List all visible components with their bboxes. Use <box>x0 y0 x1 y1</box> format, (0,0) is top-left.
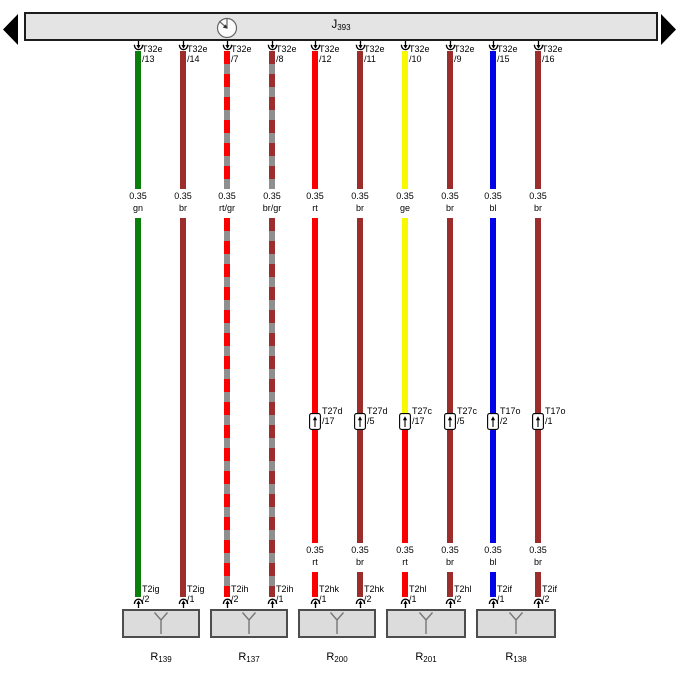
wire-gauge-label-lower-name: 0.35 <box>441 545 459 555</box>
top-pin-label-name: T32e <box>319 44 340 54</box>
wire-gauge-label-pin: rt/gr <box>218 202 235 213</box>
component-ref: R <box>415 651 424 663</box>
wire-gauge-label-pin: br/gr <box>262 202 282 213</box>
component-ref-sub: 138 <box>513 655 527 664</box>
wire-gauge-label-name: 0.35 <box>306 191 324 201</box>
top-pin-label-name: T32e <box>364 44 385 54</box>
inline-connector-label-name: T27c <box>457 406 478 416</box>
top-pin-label-pin: /15 <box>497 54 510 64</box>
wire-gauge-label-pin: ge <box>399 202 410 213</box>
wire-gauge-label-name: 0.35 <box>484 191 502 201</box>
inline-connector-label-name: T27c <box>412 406 433 416</box>
wire-gauge-label-lower-pin: rt <box>402 556 408 567</box>
wire-gauge-label-pin: bl <box>489 202 497 213</box>
top-pin-label-name: T32e <box>276 44 297 54</box>
top-pin-label-name: T32e <box>497 44 518 54</box>
bottom-pin-label-name: T2ig <box>142 584 160 594</box>
top-pin-label-pin: /12 <box>319 54 332 64</box>
wire-gauge-label-lower-name: 0.35 <box>484 545 502 555</box>
top-pin-label-pin: /11 <box>364 54 376 64</box>
wire-gauge-label-lower-name: 0.35 <box>396 545 414 555</box>
antenna-icon <box>150 611 172 635</box>
bottom-pin-label-pin: /2 <box>142 594 150 604</box>
wire-gauge-label-pin: br <box>355 202 364 213</box>
wire-gauge-label-name: 0.35 <box>218 191 236 201</box>
wire-gauge-label-pin: br <box>178 202 187 213</box>
top-pin-label-pin: /16 <box>542 54 555 64</box>
component-ref-sub: 200 <box>334 655 348 664</box>
component-label <box>486 651 546 664</box>
bottom-pin-label-pin: /2 <box>231 594 239 604</box>
antenna-icon <box>505 611 527 635</box>
bottom-pin-label-name: T2hk <box>319 584 340 594</box>
top-pin-label-pin: /9 <box>454 54 462 64</box>
antenna-icon <box>415 611 437 635</box>
bottom-pin-label-name: T2ih <box>276 584 294 594</box>
wire-gauge-label-pin: br <box>533 202 542 213</box>
bottom-pin-label-pin: /1 <box>187 594 195 604</box>
inline-connector-label-name: T27d <box>367 406 388 416</box>
bus-ref: J <box>331 19 338 31</box>
bottom-pin-label-name: T2if <box>542 584 558 594</box>
wire-gauge-label-lower-pin: bl <box>489 556 497 567</box>
inline-connector-label-pin: /17 <box>322 416 335 426</box>
wire-gauge-label-lower-pin: br <box>533 556 542 567</box>
antenna-icon <box>238 611 260 635</box>
component-label <box>131 651 191 664</box>
inline-connector-label-pin: /17 <box>412 416 425 426</box>
wire-gauge-label-name: 0.35 <box>396 191 414 201</box>
bottom-pin-label-pin: /1 <box>276 594 284 604</box>
wire-gauge-label-name: 0.35 <box>351 191 369 201</box>
inline-connector-label-pin: /1 <box>545 416 553 426</box>
top-pin-label-name: T32e <box>142 44 163 54</box>
inline-connector-label-pin: /5 <box>457 416 465 426</box>
inline-connector-label-name: T17o <box>500 406 521 416</box>
wire-gauge-label-name: 0.35 <box>441 191 459 201</box>
wire-gauge-label-name: 0.35 <box>129 191 147 201</box>
top-pin-label-name: T32e <box>231 44 252 54</box>
bottom-pin-label-name: T2hl <box>409 584 427 594</box>
wire-gauge-label-name: 0.35 <box>263 191 281 201</box>
bottom-pin-label-name: T2hl <box>454 584 472 594</box>
bottom-pin-label-name: T2ih <box>231 584 249 594</box>
bus-ref-sub: 393 <box>337 23 351 32</box>
antenna-icon <box>326 611 348 635</box>
top-pin-label-pin: /13 <box>142 54 155 64</box>
component-label <box>307 651 367 664</box>
wire-gauge-label-lower-pin: br <box>445 556 454 567</box>
wire-gauge-label-lower-pin: br <box>355 556 364 567</box>
bottom-pin-label-pin: /2 <box>454 594 462 604</box>
bottom-pin-label-name: T2ig <box>187 584 205 594</box>
bottom-pin-label-name: T2if <box>497 584 513 594</box>
wire-gauge-label-lower-pin: rt <box>312 556 318 567</box>
component-ref: R <box>505 651 514 663</box>
component-label <box>219 651 279 664</box>
bottom-pin-label-pin: /2 <box>542 594 550 604</box>
bottom-pin-label-pin: /2 <box>364 594 372 604</box>
top-pin-label-pin: /7 <box>231 54 239 64</box>
top-pin-label-name: T32e <box>187 44 208 54</box>
component-ref-sub: 137 <box>246 655 260 664</box>
top-pin-label-name: T32e <box>409 44 430 54</box>
top-pin-label-pin: /8 <box>276 54 284 64</box>
component-ref: R <box>326 651 335 663</box>
wire-gauge-label-lower-name: 0.35 <box>529 545 547 555</box>
wire-gauge-label-lower-name: 0.35 <box>306 545 324 555</box>
wire-gauge-label-name: 0.35 <box>174 191 192 201</box>
bottom-pin-label-pin: /1 <box>409 594 417 604</box>
inline-connector-label-pin: /5 <box>367 416 375 426</box>
inline-connector-label-name: T27d <box>322 406 343 416</box>
bottom-pin-label-name: T2hk <box>364 584 385 594</box>
component-ref-sub: 201 <box>423 655 437 664</box>
wire-gauge-label-lower-name: 0.35 <box>351 545 369 555</box>
component-label <box>396 651 456 664</box>
inline-connector-label-pin: /2 <box>500 416 508 426</box>
top-pin-label-name: T32e <box>542 44 563 54</box>
component-ref-sub: 139 <box>158 655 172 664</box>
top-pin-label-pin: /10 <box>409 54 422 64</box>
component-ref: R <box>238 651 247 663</box>
top-pin-label-name: T32e <box>454 44 475 54</box>
bottom-pin-label-pin: /1 <box>497 594 505 604</box>
wire-gauge-label-pin: br <box>445 202 454 213</box>
wire-gauge-label-pin: rt <box>312 202 318 213</box>
inline-connector-label-name: T17o <box>545 406 566 416</box>
bottom-pin-label-pin: /1 <box>319 594 327 604</box>
component-ref: R <box>150 651 159 663</box>
top-pin-label-pin: /14 <box>187 54 200 64</box>
wire-gauge-label-pin: gn <box>132 202 143 213</box>
wire-gauge-label-name: 0.35 <box>529 191 547 201</box>
